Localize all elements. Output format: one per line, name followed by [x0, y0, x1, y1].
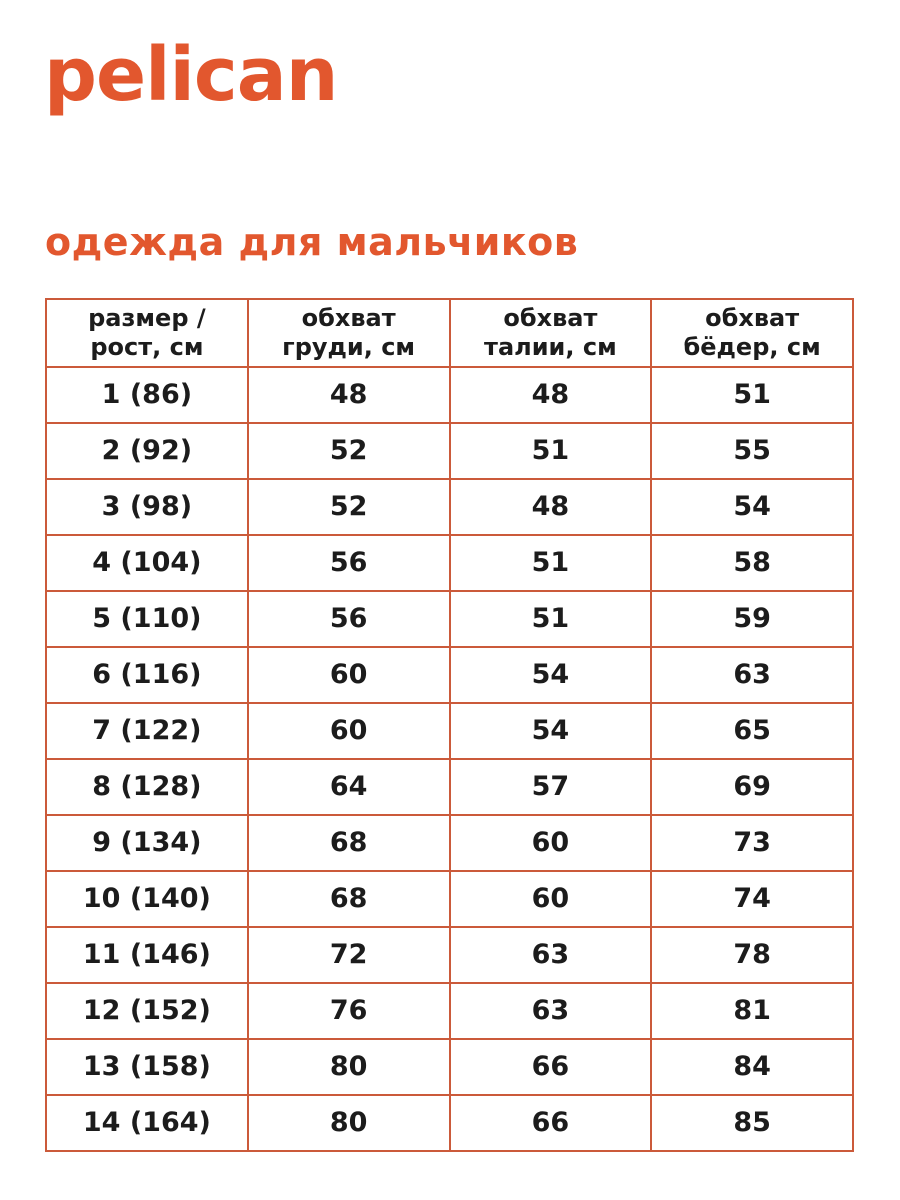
measurement-cell: 76: [248, 983, 450, 1039]
table-row: [46, 983, 853, 1039]
size-chart-body: [46, 367, 853, 1151]
table-row: [46, 703, 853, 759]
measurement-cell: 84: [651, 1039, 853, 1095]
measurement-cell: 63: [450, 927, 652, 983]
header-size-height: [46, 299, 248, 367]
measurement-cell: 58: [651, 535, 853, 591]
measurement-cell: 60: [450, 815, 652, 871]
measurement-cell: 81: [651, 983, 853, 1039]
size-cell: 5 (110): [46, 591, 248, 647]
measurement-cell: 51: [450, 591, 652, 647]
table-row: [46, 423, 853, 479]
measurement-cell: 64: [248, 759, 450, 815]
measurement-cell: 51: [450, 423, 652, 479]
size-cell: 12 (152): [46, 983, 248, 1039]
table-row: [46, 871, 853, 927]
measurement-cell: 48: [450, 367, 652, 423]
measurement-cell: 63: [651, 647, 853, 703]
size-cell: 10 (140): [46, 871, 248, 927]
table-row: [46, 367, 853, 423]
measurement-cell: 80: [248, 1095, 450, 1151]
header-line: груди, см: [282, 332, 416, 361]
size-cell: 3 (98): [46, 479, 248, 535]
header-line: обхват: [503, 304, 598, 332]
table-row: [46, 647, 853, 703]
measurement-cell: 55: [651, 423, 853, 479]
measurement-cell: 57: [450, 759, 652, 815]
table-row: [46, 1039, 853, 1095]
table-row: [46, 815, 853, 871]
measurement-cell: 60: [248, 647, 450, 703]
header-line: бёдер, см: [683, 332, 821, 361]
size-cell: 11 (146): [46, 927, 248, 983]
page-title: одежда для мальчиков: [45, 220, 579, 264]
size-cell: 4 (104): [46, 535, 248, 591]
measurement-cell: 69: [651, 759, 853, 815]
table-row: [46, 1095, 853, 1151]
measurement-cell: 73: [651, 815, 853, 871]
measurement-cell: 48: [450, 479, 652, 535]
size-cell: 13 (158): [46, 1039, 248, 1095]
measurement-cell: 74: [651, 871, 853, 927]
measurement-cell: 48: [248, 367, 450, 423]
measurement-cell: 72: [248, 927, 450, 983]
header-waist: [450, 299, 652, 367]
size-cell: 9 (134): [46, 815, 248, 871]
measurement-cell: 63: [450, 983, 652, 1039]
size-cell: 1 (86): [46, 367, 248, 423]
size-cell: 8 (128): [46, 759, 248, 815]
header-hips: [651, 299, 853, 367]
size-chart-table: [45, 298, 854, 1152]
measurement-cell: 60: [248, 703, 450, 759]
measurement-cell: 51: [651, 367, 853, 423]
table-row: [46, 479, 853, 535]
measurement-cell: 56: [248, 591, 450, 647]
measurement-cell: 52: [248, 479, 450, 535]
header-line: размер /: [88, 304, 206, 332]
measurement-cell: 59: [651, 591, 853, 647]
measurement-cell: 54: [651, 479, 853, 535]
table-row: [46, 759, 853, 815]
header-chest: [248, 299, 450, 367]
measurement-cell: 68: [248, 871, 450, 927]
measurement-cell: 85: [651, 1095, 853, 1151]
measurement-cell: 65: [651, 703, 853, 759]
header-line: талии, см: [484, 332, 617, 361]
measurement-cell: 60: [450, 871, 652, 927]
size-chart-header: [46, 299, 853, 367]
measurement-cell: 54: [450, 703, 652, 759]
measurement-cell: 51: [450, 535, 652, 591]
size-cell: 7 (122): [46, 703, 248, 759]
header-line: обхват: [705, 304, 800, 332]
table-row: [46, 591, 853, 647]
measurement-cell: 68: [248, 815, 450, 871]
measurement-cell: 66: [450, 1095, 652, 1151]
measurement-cell: 66: [450, 1039, 652, 1095]
table-row: [46, 535, 853, 591]
measurement-cell: 52: [248, 423, 450, 479]
measurement-cell: 56: [248, 535, 450, 591]
size-cell: 6 (116): [46, 647, 248, 703]
measurement-cell: 54: [450, 647, 652, 703]
header-line: обхват: [301, 304, 396, 332]
table-row: [46, 927, 853, 983]
pelican-logo: pelican: [44, 32, 338, 118]
measurement-cell: 78: [651, 927, 853, 983]
size-cell: 2 (92): [46, 423, 248, 479]
measurement-cell: 80: [248, 1039, 450, 1095]
size-cell: 14 (164): [46, 1095, 248, 1151]
header-line: рост, см: [90, 332, 204, 361]
header-row: [46, 299, 853, 367]
